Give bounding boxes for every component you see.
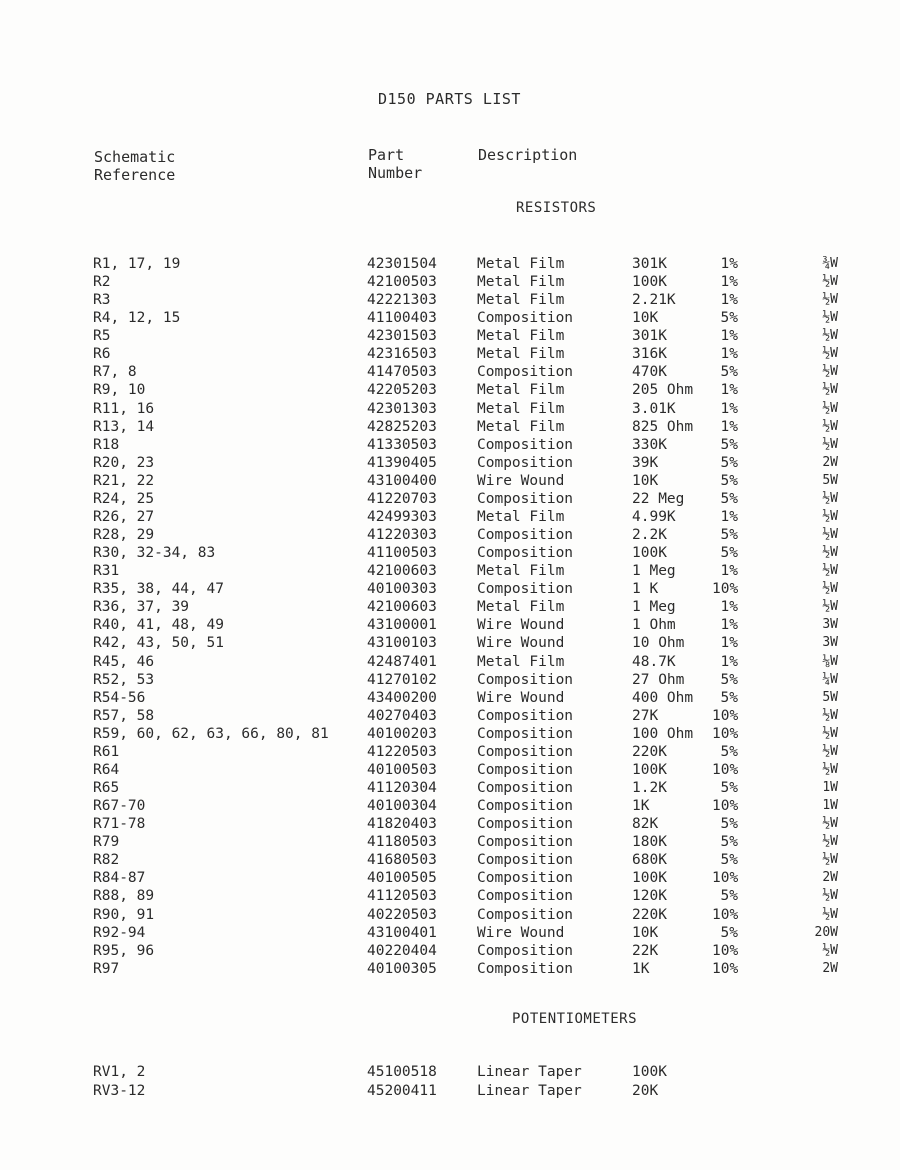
wattage: 2W (822, 960, 838, 976)
table-row (0, 256, 900, 274)
schematic-reference: R57, 58 (93, 707, 155, 724)
wattage: ½W (822, 346, 838, 362)
part-number: 41120503 (367, 888, 437, 905)
wattage: ½W (822, 906, 838, 922)
resistance-value: 680K (632, 852, 667, 869)
tolerance: 5% (720, 454, 738, 471)
part-number: 45200411 (367, 1083, 437, 1099)
potentiometers-section-heading: POTENTIOMETERS (512, 1011, 638, 1027)
description-header: Description (478, 146, 578, 164)
resistance-value: 301K (632, 256, 667, 272)
tolerance: 10% (712, 960, 739, 977)
table-row (0, 274, 900, 292)
tolerance: 5% (720, 472, 738, 489)
schematic-reference: R52, 53 (93, 671, 155, 688)
tolerance: 1% (720, 292, 738, 309)
description: Composition (477, 490, 574, 507)
part-number: 43100400 (367, 472, 437, 489)
wattage: 5W (822, 472, 838, 488)
wattage: ½W (822, 274, 838, 290)
tolerance: 5% (720, 743, 738, 760)
table-row (0, 328, 900, 346)
part-number: 42100603 (367, 599, 437, 616)
wattage: 2W (822, 870, 838, 886)
part-number: 40100304 (367, 798, 437, 815)
schematic-reference-header: Schematic Reference (94, 148, 176, 184)
part-number: 41820403 (367, 816, 437, 833)
wattage: ½W (822, 834, 838, 850)
part-number: 40100305 (367, 960, 437, 977)
tolerance: 5% (720, 310, 738, 327)
description: Metal Film (477, 653, 565, 670)
wattage: ⅛W (822, 653, 838, 669)
part-number: 41220303 (367, 527, 437, 544)
resistance-value: 100K (632, 761, 667, 778)
part-number: 40100203 (367, 725, 437, 742)
resistance-value: 1 K (632, 581, 659, 598)
description: Metal Film (477, 346, 565, 363)
tolerance: 10% (712, 906, 739, 923)
tolerance: 5% (720, 490, 738, 507)
description: Composition (477, 780, 574, 797)
schematic-reference: R90, 91 (93, 906, 155, 923)
tolerance: 1% (720, 653, 738, 670)
description: Metal Film (477, 563, 565, 580)
wattage: ¾W (822, 256, 838, 271)
part-number: 42205203 (367, 382, 437, 399)
wattage: ½W (822, 816, 838, 832)
part-number: 42100503 (367, 274, 437, 291)
description: Composition (477, 671, 574, 688)
part-number: 40100505 (367, 870, 437, 887)
tolerance: 1% (720, 400, 738, 417)
schematic-reference: R59, 60, 62, 63, 66, 80, 81 (93, 725, 329, 742)
resistance-value: 100K (632, 1064, 667, 1080)
schematic-reference: R31 (93, 563, 120, 580)
schematic-reference: R82 (93, 852, 120, 869)
schematic-reference: R11, 16 (93, 400, 155, 417)
part-number: 41100403 (367, 310, 437, 327)
table-row (0, 437, 900, 455)
resistance-value: 1K (632, 960, 650, 977)
schematic-reference: R2 (93, 274, 111, 291)
tolerance: 1% (720, 617, 738, 634)
part-number: 42825203 (367, 418, 437, 435)
table-row (0, 780, 900, 798)
resistance-value: 100K (632, 274, 667, 291)
table-row (0, 888, 900, 906)
table-row (0, 726, 900, 744)
schematic-reference: R35, 38, 44, 47 (93, 581, 224, 598)
part-number: 41330503 (367, 436, 437, 453)
tolerance: 1% (720, 256, 738, 272)
part-number: 40100503 (367, 761, 437, 778)
schematic-reference: RV1, 2 (93, 1064, 146, 1080)
part-number: 42221303 (367, 292, 437, 309)
description: Metal Film (477, 418, 565, 435)
table-row (0, 473, 900, 491)
table-row (0, 419, 900, 437)
tolerance: 5% (720, 689, 738, 706)
description: Composition (477, 870, 574, 887)
schematic-reference: R13, 14 (93, 418, 155, 435)
wattage: ½W (822, 743, 838, 759)
description: Composition (477, 527, 574, 544)
schematic-reference: R92-94 (93, 924, 146, 941)
part-number: 40220404 (367, 942, 437, 959)
schematic-reference: R5 (93, 328, 111, 345)
description: Metal Film (477, 400, 565, 417)
description: Linear Taper (477, 1083, 582, 1099)
schematic-reference: R42, 43, 50, 51 (93, 635, 224, 652)
wattage: ½W (822, 364, 838, 380)
table-row (0, 1083, 900, 1101)
description: Composition (477, 707, 574, 724)
description: Metal Film (477, 328, 565, 345)
resistance-value: 470K (632, 364, 667, 381)
description: Metal Film (477, 599, 565, 616)
schematic-reference: R40, 41, 48, 49 (93, 617, 224, 634)
description: Composition (477, 816, 574, 833)
description: Metal Film (477, 274, 565, 291)
part-number: 41680503 (367, 852, 437, 869)
wattage: ½W (822, 328, 838, 344)
table-row (0, 798, 900, 816)
schematic-reference: R65 (93, 780, 120, 797)
part-number: 43400200 (367, 689, 437, 706)
table-row (0, 617, 900, 635)
resistance-value: 82K (632, 816, 659, 833)
schematic-reference: R67-70 (93, 798, 146, 815)
schematic-reference: R1, 17, 19 (93, 256, 181, 272)
table-row (0, 690, 900, 708)
resistance-value: 825 Ohm (632, 418, 694, 435)
tolerance: 5% (720, 780, 738, 797)
description: Composition (477, 310, 574, 327)
wattage: ½W (822, 581, 838, 597)
part-number: 43100103 (367, 635, 437, 652)
tolerance: 1% (720, 274, 738, 291)
schematic-reference: R71-78 (93, 816, 146, 833)
description: Linear Taper (477, 1064, 582, 1080)
resistors-section-heading: RESISTORS (516, 200, 597, 216)
schematic-reference: R26, 27 (93, 508, 155, 525)
tolerance: 5% (720, 852, 738, 869)
part-number: 41180503 (367, 834, 437, 851)
wattage: 1W (822, 798, 838, 814)
schematic-reference: R4, 12, 15 (93, 310, 181, 327)
part-number: 40270403 (367, 707, 437, 724)
table-row (0, 943, 900, 961)
table-row (0, 491, 900, 509)
resistance-value: 316K (632, 346, 667, 363)
table-row (0, 961, 900, 979)
wattage: ½W (822, 545, 838, 561)
resistance-value: 1 Ohm (632, 617, 676, 634)
table-row (0, 925, 900, 943)
wattage: 5W (822, 689, 838, 705)
resistance-value: 27 Ohm (632, 671, 685, 688)
tolerance: 10% (712, 707, 739, 724)
wattage: ¼W (822, 671, 838, 687)
description: Composition (477, 960, 574, 977)
schematic-reference: R79 (93, 834, 120, 851)
tolerance: 1% (720, 508, 738, 525)
wattage: 3W (822, 617, 838, 633)
resistance-value: 330K (632, 436, 667, 453)
schematic-reference: R45, 46 (93, 653, 155, 670)
part-number: 42100603 (367, 563, 437, 580)
description: Composition (477, 888, 574, 905)
wattage: ½W (822, 725, 838, 741)
description: Wire Wound (477, 924, 565, 941)
tolerance: 1% (720, 328, 738, 345)
description: Composition (477, 761, 574, 778)
wattage: ½W (822, 563, 838, 579)
schematic-reference: R9, 10 (93, 382, 146, 399)
description: Metal Film (477, 292, 565, 309)
schematic-reference: R84-87 (93, 870, 146, 887)
tolerance: 1% (720, 599, 738, 616)
table-row (0, 672, 900, 690)
resistance-value: 1.2K (632, 780, 667, 797)
wattage: ½W (822, 310, 838, 326)
tolerance: 5% (720, 888, 738, 905)
wattage: ½W (822, 508, 838, 524)
schematic-reference: R6 (93, 346, 111, 363)
resistance-value: 39K (632, 454, 659, 471)
table-row (0, 744, 900, 762)
schematic-reference: R88, 89 (93, 888, 155, 905)
part-number: 42301503 (367, 328, 437, 345)
table-row (0, 852, 900, 870)
tolerance: 5% (720, 545, 738, 562)
schematic-reference: R54-56 (93, 689, 146, 706)
resistance-value: 100K (632, 870, 667, 887)
part-number: 41470503 (367, 364, 437, 381)
schematic-reference: R36, 37, 39 (93, 599, 190, 616)
part-number-header: Part Number (368, 146, 423, 182)
resistance-value: 10K (632, 310, 659, 327)
resistance-value: 220K (632, 906, 667, 923)
schematic-reference: R30, 32-34, 83 (93, 545, 216, 562)
wattage: 20W (814, 924, 838, 940)
tolerance: 5% (720, 527, 738, 544)
wattage: ½W (822, 436, 838, 452)
description: Composition (477, 364, 574, 381)
part-number: 41120304 (367, 780, 437, 797)
table-row (0, 834, 900, 852)
schematic-reference: R95, 96 (93, 942, 155, 959)
resistance-value: 400 Ohm (632, 689, 694, 706)
resistance-value: 3.01K (632, 400, 676, 417)
part-number: 41270102 (367, 671, 437, 688)
description: Composition (477, 454, 574, 471)
table-row (0, 1064, 900, 1082)
description: Composition (477, 743, 574, 760)
resistance-value: 180K (632, 834, 667, 851)
tolerance: 10% (712, 761, 739, 778)
table-row (0, 762, 900, 780)
tolerance: 10% (712, 870, 739, 887)
wattage: ½W (822, 292, 838, 308)
tolerance: 5% (720, 436, 738, 453)
description: Wire Wound (477, 689, 565, 706)
tolerance: 10% (712, 581, 739, 598)
description: Metal Film (477, 508, 565, 525)
table-row (0, 635, 900, 653)
resistance-value: 205 Ohm (632, 382, 694, 399)
table-row (0, 907, 900, 925)
resistance-value: 48.7K (632, 653, 676, 670)
schematic-reference: R7, 8 (93, 364, 137, 381)
tolerance: 1% (720, 635, 738, 652)
description: Composition (477, 834, 574, 851)
tolerance: 5% (720, 816, 738, 833)
resistance-value: 22K (632, 942, 659, 959)
table-row (0, 870, 900, 888)
wattage: 3W (822, 635, 838, 651)
part-number: 41220503 (367, 743, 437, 760)
wattage: ½W (822, 382, 838, 398)
table-row (0, 364, 900, 382)
tolerance: 5% (720, 834, 738, 851)
table-row (0, 563, 900, 581)
resistance-value: 27K (632, 707, 659, 724)
schematic-reference: R3 (93, 292, 111, 309)
resistance-value: 1 Meg (632, 599, 676, 616)
description: Metal Film (477, 382, 565, 399)
schematic-reference: R28, 29 (93, 527, 155, 544)
tolerance: 10% (712, 725, 739, 742)
wattage: ½W (822, 400, 838, 416)
tolerance: 5% (720, 364, 738, 381)
table-row (0, 346, 900, 364)
resistance-value: 10K (632, 924, 659, 941)
description: Wire Wound (477, 635, 565, 652)
wattage: 1W (822, 780, 838, 796)
part-number: 40100303 (367, 581, 437, 598)
part-number: 41220703 (367, 490, 437, 507)
schematic-reference: R64 (93, 761, 120, 778)
wattage: ½W (822, 490, 838, 506)
tolerance: 1% (720, 418, 738, 435)
table-row (0, 599, 900, 617)
resistance-value: 10 Ohm (632, 635, 685, 652)
tolerance: 1% (720, 382, 738, 399)
description: Composition (477, 725, 574, 742)
table-row (0, 816, 900, 834)
part-number: 43100001 (367, 617, 437, 634)
table-row (0, 310, 900, 328)
tolerance: 10% (712, 942, 739, 959)
tolerance: 10% (712, 798, 739, 815)
tolerance: 5% (720, 671, 738, 688)
part-number: 41390405 (367, 454, 437, 471)
schematic-reference: R61 (93, 743, 120, 760)
tolerance: 1% (720, 346, 738, 363)
page-title: D150 PARTS LIST (378, 90, 521, 108)
description: Composition (477, 436, 574, 453)
part-number: 42487401 (367, 653, 437, 670)
resistance-value: 4.99K (632, 508, 676, 525)
table-row (0, 401, 900, 419)
part-number: 40220503 (367, 906, 437, 923)
description: Composition (477, 942, 574, 959)
table-row (0, 509, 900, 527)
part-number: 41100503 (367, 545, 437, 562)
resistance-value: 20K (632, 1083, 659, 1099)
part-number: 43100401 (367, 924, 437, 941)
schematic-reference: R24, 25 (93, 490, 155, 507)
schematic-reference: R20, 23 (93, 454, 155, 471)
description: Composition (477, 798, 574, 815)
table-row (0, 455, 900, 473)
schematic-reference: RV3-12 (93, 1083, 146, 1099)
table-row (0, 292, 900, 310)
table-row (0, 708, 900, 726)
part-number: 42301303 (367, 400, 437, 417)
table-row (0, 581, 900, 599)
resistance-value: 2.21K (632, 292, 676, 309)
schematic-reference: R97 (93, 960, 120, 977)
description: Composition (477, 906, 574, 923)
table-row (0, 545, 900, 563)
tolerance: 5% (720, 924, 738, 941)
schematic-reference: R21, 22 (93, 472, 155, 489)
wattage: ½W (822, 888, 838, 904)
description: Metal Film (477, 256, 565, 272)
description: Composition (477, 545, 574, 562)
wattage: ½W (822, 852, 838, 868)
resistance-value: 2.2K (632, 527, 667, 544)
wattage: ½W (822, 942, 838, 958)
part-number: 42301504 (367, 256, 437, 272)
resistance-value: 1K (632, 798, 650, 815)
description: Composition (477, 581, 574, 598)
wattage: ½W (822, 761, 838, 777)
description: Composition (477, 852, 574, 869)
resistance-value: 100 Ohm (632, 725, 694, 742)
tolerance: 1% (720, 563, 738, 580)
wattage: ½W (822, 599, 838, 615)
table-row (0, 382, 900, 400)
part-number: 45100518 (367, 1064, 437, 1080)
resistance-value: 220K (632, 743, 667, 760)
table-row (0, 654, 900, 672)
resistance-value: 100K (632, 545, 667, 562)
description: Wire Wound (477, 472, 565, 489)
resistance-value: 1 Meg (632, 563, 676, 580)
resistance-value: 10K (632, 472, 659, 489)
description: Wire Wound (477, 617, 565, 634)
part-number: 42499303 (367, 508, 437, 525)
resistance-value: 301K (632, 328, 667, 345)
schematic-reference: R18 (93, 436, 120, 453)
wattage: 2W (822, 454, 838, 470)
part-number: 42316503 (367, 346, 437, 363)
wattage: ½W (822, 418, 838, 434)
resistance-value: 22 Meg (632, 490, 685, 507)
wattage: ½W (822, 707, 838, 723)
table-row (0, 527, 900, 545)
resistance-value: 120K (632, 888, 667, 905)
wattage: ½W (822, 527, 838, 543)
